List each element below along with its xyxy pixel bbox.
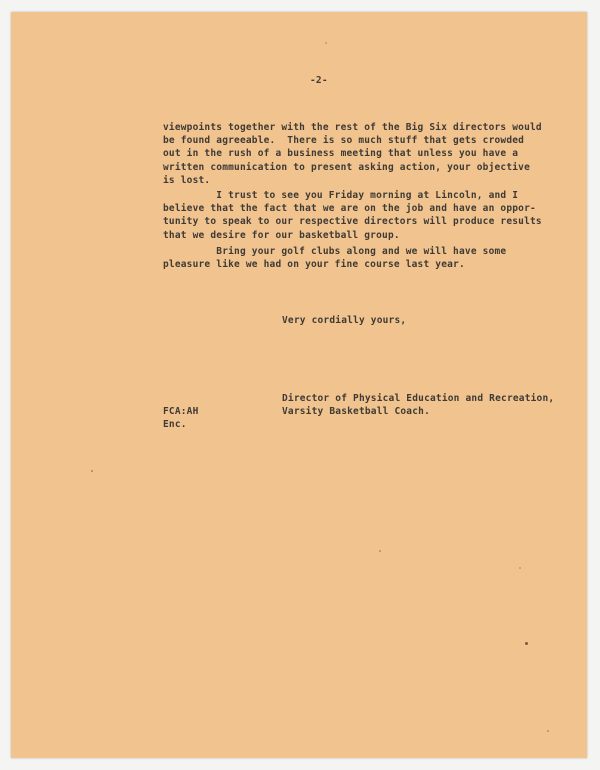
letter-page	[11, 12, 587, 758]
paragraph-1: viewpoints together with the rest of the Big Six directors would be found agreeable. There is so much stuff that gets crowded out in the rush of a business meeting that unless you have a written communication to present asking action, your objective is lost.	[163, 122, 542, 186]
complimentary-close: Very cordially yours,	[282, 315, 407, 326]
paper-speck	[379, 550, 381, 552]
paper-speck	[547, 730, 549, 732]
paper-speck	[325, 42, 327, 44]
paper-speck	[519, 567, 521, 569]
page-number: -2-	[310, 75, 328, 86]
paragraph-2: I trust to see you Friday morning at Lincoln, and I believe that the fact that we are on the job and have an oppor- tunity to speak to our respective directors will produce results that we desire for our basketball group.	[163, 190, 542, 241]
reference-initials: FCA:AH Enc.	[163, 406, 199, 431]
paper-speck	[91, 470, 93, 472]
paper-speck	[525, 642, 528, 645]
paragraph-3: Bring your golf clubs along and we will have some pleasure like we had on your fine course last year.	[163, 246, 507, 271]
signature-title: Director of Physical Education and Recreation, Varsity Basketball Coach.	[282, 393, 555, 418]
